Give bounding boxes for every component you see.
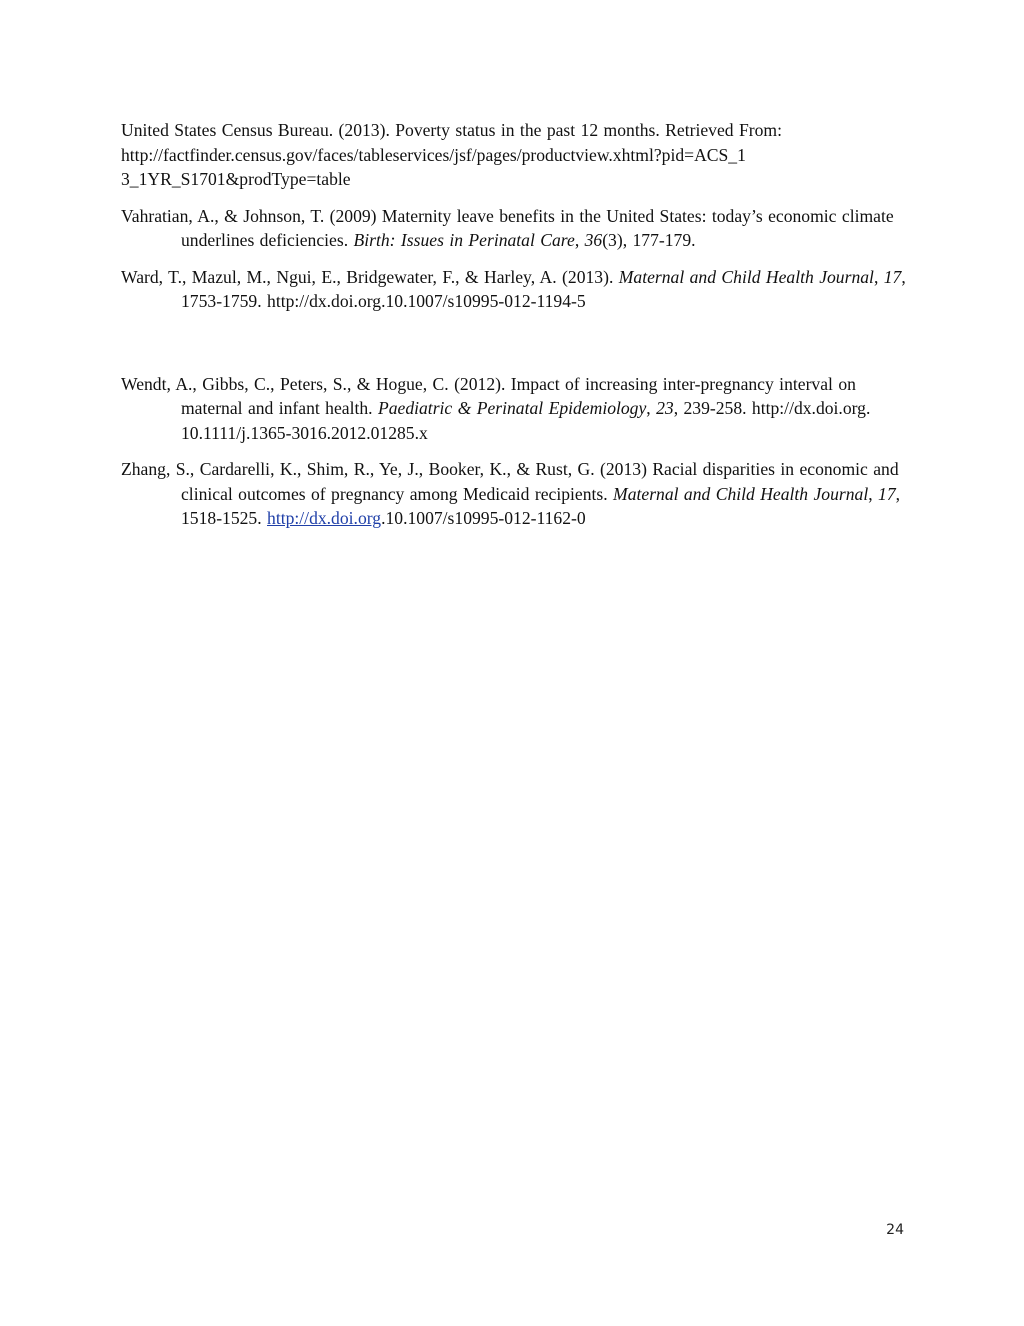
reference-volume: 17: [883, 266, 902, 287]
reference-text: , 1518-1525.: [181, 483, 901, 528]
reference-entry-census-bureau: [121, 118, 906, 192]
reference-journal-title: Maternal and Child Health Journal: [613, 483, 869, 504]
reference-journal-title: Paediatric & Perinatal Epidemiology: [377, 398, 647, 418]
reference-entry-wendt: [121, 372, 906, 446]
reference-volume: 23: [656, 398, 674, 418]
reference-volume: 17: [878, 483, 896, 504]
reference-url-line: http://factfinder.census.gov/faces/tableservices/jsf/pages/productview.xhtml?pid=ACS_1: [121, 144, 746, 165]
reference-text: .10.1007/s10995-012-1162-0: [381, 508, 586, 528]
reference-text: (3), 177-179.: [602, 230, 696, 250]
reference-entry-zhang: [121, 457, 906, 531]
reference-text: , 239-258. http://dx.doi.org. 10.1111/j.1365-3016.2012.01285.x: [181, 398, 871, 443]
reference-text: Vahratian, A., & Johnson, T. (2009) Maternity leave benefits in the United States: today’s economic climate underlines deficiencies.: [121, 205, 894, 250]
reference-separator: ,: [646, 398, 657, 418]
reference-separator: ,: [574, 230, 585, 250]
page-number: 24: [886, 1222, 904, 1238]
reference-text: Wendt, A., Gibbs, C., Peters, S., & Hogue, C. (2012). Impact of increasing inter-pregnancy interval on maternal and infant health.: [121, 373, 856, 418]
reference-list: [121, 118, 906, 543]
reference-text: Ward, T., Mazul, M., Ngui, E., Bridgewater, F., & Harley, A. (2013).: [121, 266, 619, 287]
reference-journal-title: Birth: Issues in Perinatal Care: [353, 230, 575, 250]
reference-text: , 1753-1759. http://dx.doi.org.10.1007/s10995-012-1194-5: [181, 266, 906, 311]
reference-text: Zhang, S., Cardarelli, K., Shim, R., Ye, J., Booker, K., & Rust, G. (2013) Racial disparities in economic and clinical outcomes of pregnancy among Medicaid recipients.: [121, 459, 899, 504]
doi-link[interactable]: http://dx.doi.org: [267, 508, 382, 528]
reference-volume: 36: [584, 230, 603, 250]
reference-entry-ward: [121, 265, 906, 314]
reference-entry-vahratian: [121, 204, 906, 253]
reference-separator: ,: [873, 266, 884, 287]
reference-url-line: 3_1YR_S1701&prodType=table: [121, 169, 351, 189]
reference-text: United States Census Bureau. (2013). Poverty status in the past 12 months. Retrieved From:: [121, 120, 782, 140]
reference-journal-title: Maternal and Child Health Journal: [618, 266, 874, 287]
reference-separator: ,: [868, 483, 879, 504]
